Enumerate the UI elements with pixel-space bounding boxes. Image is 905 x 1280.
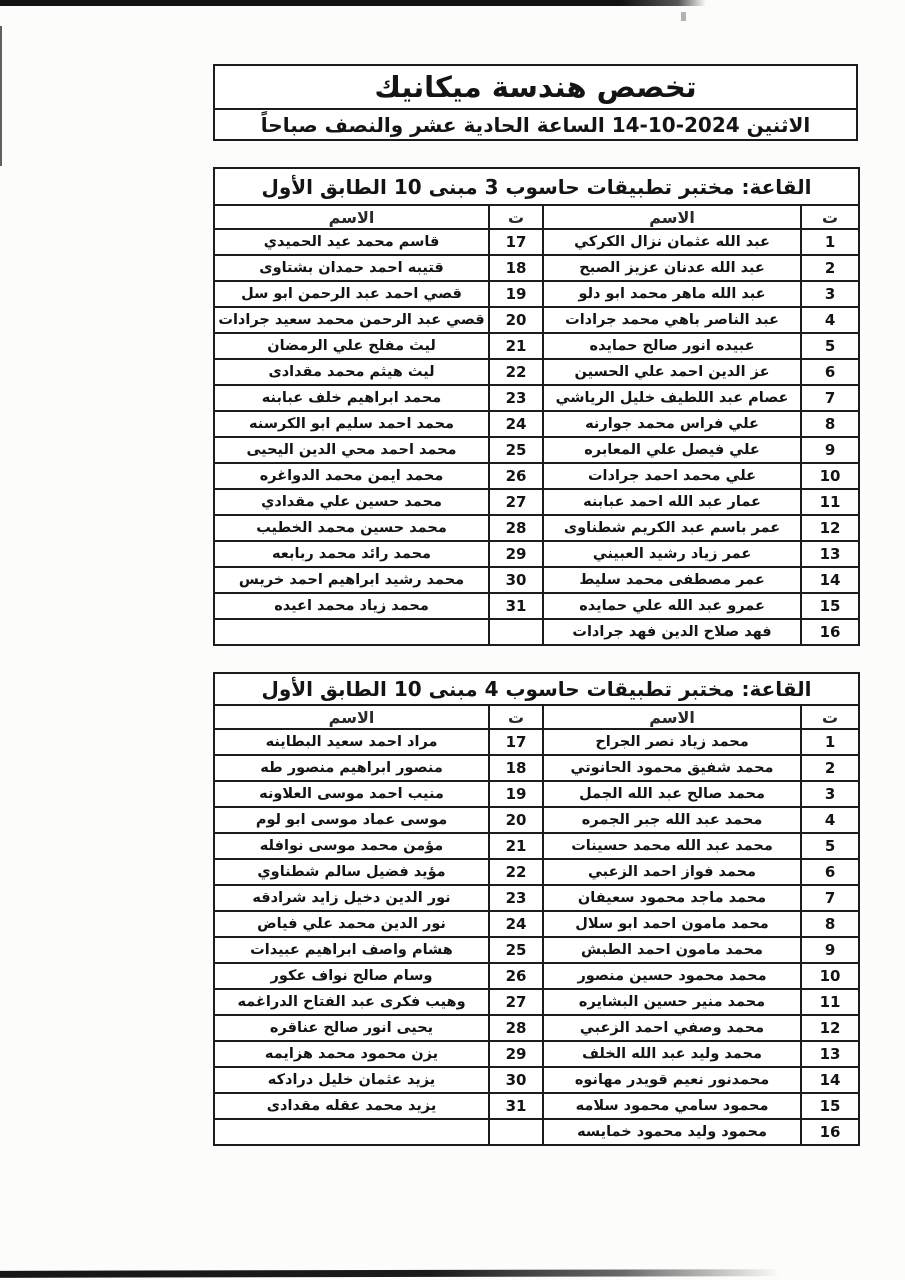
serial-number: 9 (801, 937, 859, 963)
student-name: مراد احمد سعيد البطاينه (214, 729, 489, 755)
student-name: نور الدين دخيل زايد شرادقه (214, 885, 489, 911)
student-row (214, 463, 859, 489)
student-row (214, 489, 859, 515)
student-row (214, 1041, 859, 1067)
serial-number: 18 (489, 255, 543, 281)
room-title-row (214, 168, 859, 205)
serial-number: 30 (489, 567, 543, 593)
student-row (214, 255, 859, 281)
student-name: مؤيد فضيل سالم شطناوي (214, 859, 489, 885)
student-name: محمد احمد سليم ابو الكرسنه (214, 411, 489, 437)
serial-number: 31 (489, 1093, 543, 1119)
student-name: قاسم محمد عيد الحميدي (214, 229, 489, 255)
column-header-row (214, 205, 859, 229)
serial-number: 14 (801, 567, 859, 593)
student-name: يزيد عثمان خليل درادكه (214, 1067, 489, 1093)
serial-number: 10 (801, 463, 859, 489)
serial-number: 2 (801, 755, 859, 781)
serial-number: 4 (801, 807, 859, 833)
serial-number (489, 619, 543, 645)
serial-number: 19 (489, 281, 543, 307)
student-name: محمد وليد عبد الله الخلف (543, 1041, 801, 1067)
student-row (214, 567, 859, 593)
student-name: محمد عبد الله جبر الجمره (543, 807, 801, 833)
serial-number: 24 (489, 911, 543, 937)
student-name: منصور ابراهيم منصور طه (214, 755, 489, 781)
student-name: محمد مامون احمد الطبش (543, 937, 801, 963)
student-row (214, 1119, 859, 1145)
serial-number: 6 (801, 859, 859, 885)
serial-number: 17 (489, 229, 543, 255)
scan-artifact-bottom-edge (0, 1269, 780, 1278)
serial-number: 29 (489, 541, 543, 567)
scan-artifact-left-edge (0, 26, 2, 166)
room-2-title: القاعة: مختبر تطبيقات حاسوب 4 مبنى 10 الطابق الأول (214, 673, 859, 705)
serial-number: 2 (801, 255, 859, 281)
student-row (214, 333, 859, 359)
serial-number: 15 (801, 1093, 859, 1119)
student-name: محمد عبد الله محمد حسينات (543, 833, 801, 859)
student-name: محمد ماجد محمود سعيفان (543, 885, 801, 911)
serial-number: 14 (801, 1067, 859, 1093)
serial-number: 31 (489, 593, 543, 619)
student-name (214, 619, 489, 645)
student-name: عز الدين احمد علي الحسين (543, 359, 801, 385)
student-name: قتيبه احمد حمدان بشتاوى (214, 255, 489, 281)
student-name: علي فيصل علي المعابره (543, 437, 801, 463)
student-name: عمار عبد الله احمد عبابنه (543, 489, 801, 515)
student-name: محمد رائد محمد ربابعه (214, 541, 489, 567)
student-name: محمد زياد نصر الجراح (543, 729, 801, 755)
serial-number: 25 (489, 437, 543, 463)
serial-number: 16 (801, 619, 859, 645)
student-name: قصي عبد الرحمن محمد سعيد جرادات (214, 307, 489, 333)
name-column-header: الاسم (543, 205, 801, 229)
student-name: عبد الله عدنان عزيز الصبح (543, 255, 801, 281)
serial-number: 3 (801, 781, 859, 807)
student-name: محمد صالح عبد الله الجمل (543, 781, 801, 807)
serial-column-header: ت (489, 205, 543, 229)
student-name: محمد مامون احمد ابو سلال (543, 911, 801, 937)
student-name: موسى عماد موسى ابو لوم (214, 807, 489, 833)
serial-number: 10 (801, 963, 859, 989)
student-row (214, 781, 859, 807)
room-1-title: القاعة: مختبر تطبيقات حاسوب 3 مبنى 10 الطابق الأول (214, 168, 859, 205)
student-name: محمد ابراهيم خلف عبابنه (214, 385, 489, 411)
serial-number: 25 (489, 937, 543, 963)
exam-datetime: الاثنين 2024-10-14 الساعة الحادية عشر والنصف صباحاً (213, 108, 858, 141)
student-row (214, 385, 859, 411)
student-row (214, 619, 859, 645)
student-name: عمر زياد رشيد العبيني (543, 541, 801, 567)
student-row (214, 833, 859, 859)
serial-number: 5 (801, 833, 859, 859)
student-name: محمد حسين علي مقدادي (214, 489, 489, 515)
specialization-title: تخصص هندسة ميكانيك (213, 64, 858, 110)
student-name: ليث هيثم محمد مقدادى (214, 359, 489, 385)
serial-number: 13 (801, 541, 859, 567)
serial-number: 26 (489, 963, 543, 989)
student-name: هشام واصف ابراهيم عبيدات (214, 937, 489, 963)
student-name: عمر مصطفى محمد سليط (543, 567, 801, 593)
student-row (214, 411, 859, 437)
serial-number: 23 (489, 385, 543, 411)
serial-number: 21 (489, 833, 543, 859)
student-row (214, 229, 859, 255)
student-name: عبيده انور صالح حمايده (543, 333, 801, 359)
serial-number: 23 (489, 885, 543, 911)
student-name: علي محمد احمد جرادات (543, 463, 801, 489)
scan-artifact-top-edge (0, 0, 706, 6)
serial-number: 4 (801, 307, 859, 333)
serial-number: 19 (489, 781, 543, 807)
serial-number: 8 (801, 411, 859, 437)
serial-column-header: ت (801, 705, 859, 729)
serial-number: 21 (489, 333, 543, 359)
name-column-header: الاسم (543, 705, 801, 729)
student-name: عبد الناصر باهي محمد جرادات (543, 307, 801, 333)
serial-number: 12 (801, 515, 859, 541)
scan-speck (681, 12, 686, 21)
serial-column-header: ت (489, 705, 543, 729)
serial-number: 24 (489, 411, 543, 437)
serial-column-header: ت (801, 205, 859, 229)
serial-number: 7 (801, 885, 859, 911)
student-name: قصي احمد عبد الرحمن ابو سل (214, 281, 489, 307)
student-name: وهيب فكرى عبد الفتاح الدراغمه (214, 989, 489, 1015)
serial-number: 28 (489, 515, 543, 541)
student-row (214, 885, 859, 911)
serial-number: 22 (489, 359, 543, 385)
student-name (214, 1119, 489, 1145)
student-name: عصام عبد اللطيف خليل الرياشي (543, 385, 801, 411)
serial-number: 20 (489, 807, 543, 833)
serial-number: 15 (801, 593, 859, 619)
student-name: محمود سامي محمود سلامه (543, 1093, 801, 1119)
student-row (214, 1067, 859, 1093)
serial-number: 11 (801, 489, 859, 515)
serial-number: 28 (489, 1015, 543, 1041)
student-rows (214, 229, 859, 645)
student-row (214, 515, 859, 541)
serial-number: 18 (489, 755, 543, 781)
student-name: محمد وصفي احمد الزعبي (543, 1015, 801, 1041)
serial-number: 29 (489, 1041, 543, 1067)
name-column-header: الاسم (214, 205, 489, 229)
student-name: محمدنور نعيم قويدر مهانوه (543, 1067, 801, 1093)
serial-number (489, 1119, 543, 1145)
student-name: يزن محمود محمد هزايمه (214, 1041, 489, 1067)
student-row (214, 541, 859, 567)
student-name: محمود وليد محمود خمايسه (543, 1119, 801, 1145)
student-row (214, 1015, 859, 1041)
serial-number: 1 (801, 229, 859, 255)
room-title-row (214, 673, 859, 705)
student-name: محمد حسين محمد الخطيب (214, 515, 489, 541)
student-row (214, 281, 859, 307)
student-row (214, 807, 859, 833)
name-column-header: الاسم (214, 705, 489, 729)
student-name: عمرو عبد الله علي حمايده (543, 593, 801, 619)
student-name: يزيد محمد عقله مقدادى (214, 1093, 489, 1119)
student-rows (214, 729, 859, 1145)
serial-number: 30 (489, 1067, 543, 1093)
student-row (214, 729, 859, 755)
serial-number: 7 (801, 385, 859, 411)
student-name: عمر باسم عبد الكريم شطناوى (543, 515, 801, 541)
student-name: ليث مفلح علي الرمضان (214, 333, 489, 359)
serial-number: 1 (801, 729, 859, 755)
serial-number: 27 (489, 989, 543, 1015)
student-name: فهد صلاح الدين فهد جرادات (543, 619, 801, 645)
student-name: محمد فواز احمد الزعبي (543, 859, 801, 885)
student-name: محمد منير حسين البشايره (543, 989, 801, 1015)
student-name: محمد رشيد ابراهيم احمد خريس (214, 567, 489, 593)
student-name: محمد محمود حسين منصور (543, 963, 801, 989)
student-name: علي فراس محمد جوارنه (543, 411, 801, 437)
student-row (214, 307, 859, 333)
student-row (214, 359, 859, 385)
student-name: عبد الله عثمان نزال الكركي (543, 229, 801, 255)
serial-number: 11 (801, 989, 859, 1015)
student-name: نور الدين محمد علي فياض (214, 911, 489, 937)
student-row (214, 593, 859, 619)
room-2-student-table (213, 672, 860, 1146)
serial-number: 6 (801, 359, 859, 385)
student-name: محمد شفيق محمود الحانوتي (543, 755, 801, 781)
serial-number: 3 (801, 281, 859, 307)
student-row (214, 989, 859, 1015)
serial-number: 12 (801, 1015, 859, 1041)
serial-number: 13 (801, 1041, 859, 1067)
serial-number: 22 (489, 859, 543, 885)
student-row (214, 937, 859, 963)
student-row (214, 859, 859, 885)
student-name: وسام صالح نواف عكور (214, 963, 489, 989)
serial-number: 27 (489, 489, 543, 515)
serial-number: 20 (489, 307, 543, 333)
student-name: محمد زياد محمد اعيده (214, 593, 489, 619)
room-1-student-table (213, 167, 860, 646)
student-name: مؤمن محمد موسى نوافله (214, 833, 489, 859)
serial-number: 9 (801, 437, 859, 463)
serial-number: 5 (801, 333, 859, 359)
student-name: يحيى انور صالح عناقره (214, 1015, 489, 1041)
student-name: منيب احمد موسى العلاونه (214, 781, 489, 807)
serial-number: 26 (489, 463, 543, 489)
serial-number: 8 (801, 911, 859, 937)
student-row (214, 911, 859, 937)
column-header-row (214, 705, 859, 729)
student-row (214, 963, 859, 989)
student-row (214, 755, 859, 781)
student-name: عبد الله ماهر محمد ابو دلو (543, 281, 801, 307)
student-row (214, 437, 859, 463)
serial-number: 17 (489, 729, 543, 755)
student-name: محمد ايمن محمد الدواغره (214, 463, 489, 489)
student-name: محمد احمد محي الدين اليحيى (214, 437, 489, 463)
student-row (214, 1093, 859, 1119)
serial-number: 16 (801, 1119, 859, 1145)
